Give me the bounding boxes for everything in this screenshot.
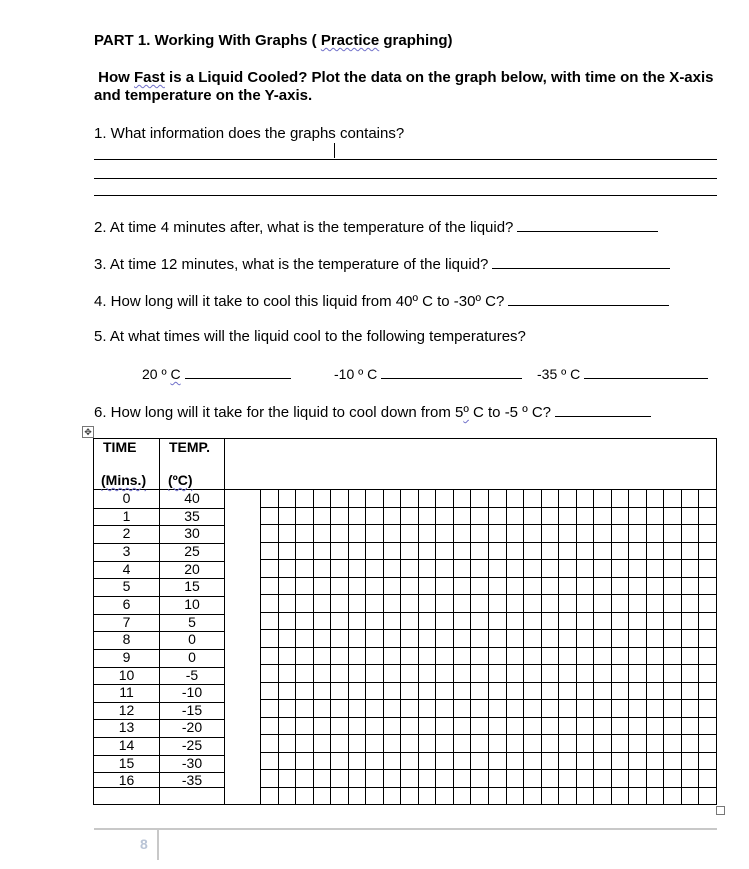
temp-item-20: 20 º C: [142, 364, 291, 382]
instructions: How Fast is a Liquid Cooled? Plot the data on the graph below, with time on the X-axis and temperature on the Y-axis.: [94, 69, 714, 104]
temp-cell: -15: [181, 701, 203, 718]
temp-cell: -10: [181, 684, 203, 701]
temp-cell: 5: [188, 613, 196, 630]
temp-cell: -30: [181, 754, 203, 771]
footer-divider: [94, 828, 717, 830]
time-cell: 16: [118, 772, 135, 789]
temp-cell: 0: [188, 631, 196, 648]
time-units: (Mins.): [101, 472, 147, 488]
page-title: PART 1. Working With Graphs ( Practice graphing): [94, 32, 453, 49]
question-4: 4. How long will it take to cool this liquid from 40º C to -30º C?: [94, 291, 669, 310]
question-5: 5. At what times will the liquid cool to the following temperatures?: [94, 328, 526, 345]
time-cell: 14: [118, 737, 135, 754]
temp-cell: 15: [184, 578, 200, 595]
temp-cell: 35: [184, 507, 200, 524]
question-2: 2. At time 4 minutes after, what is the temperature of the liquid?: [94, 217, 658, 236]
page-number: 8: [140, 836, 148, 852]
temp-cell: 20: [184, 560, 200, 577]
resize-handle-icon[interactable]: [716, 806, 725, 815]
time-cell: 6: [122, 595, 131, 612]
footer-bar: [157, 830, 159, 860]
temp-cell: -20: [181, 719, 203, 736]
time-cell: 10: [118, 666, 135, 683]
temp-cell: 0: [188, 648, 196, 665]
temp-cell: 40: [184, 490, 200, 506]
temp-cell: -5: [185, 666, 199, 683]
time-cell: 12: [118, 701, 135, 718]
question-1: 1. What information does the graphs contains?: [94, 125, 405, 142]
time-cell: 7: [122, 613, 131, 630]
temp-cell: -35: [181, 772, 203, 789]
time-cell: 1: [122, 507, 131, 524]
time-cell: 0: [122, 490, 131, 506]
time-cell: 5: [122, 578, 131, 595]
time-cell: 9: [122, 648, 131, 665]
time-cell: 15: [118, 754, 135, 771]
temp-cell: 30: [184, 525, 200, 542]
question-3: 3. At time 12 minutes, what is the temperature of the liquid?: [94, 254, 670, 273]
time-cell: 11: [119, 684, 134, 701]
time-header: TIME: [103, 439, 137, 455]
time-cell: 8: [122, 631, 131, 648]
temp-item-minus35: -35 º C: [537, 364, 708, 382]
temp-header: TEMP.: [169, 439, 210, 455]
move-handle-icon[interactable]: ✥: [82, 426, 94, 438]
time-cell: 13: [118, 719, 135, 736]
temp-cell: -25: [181, 737, 203, 754]
question-6: 6. How long will it take for the liquid to cool down from 5º C to -5 º C?: [94, 402, 651, 421]
temp-units: (ºC): [168, 472, 193, 488]
temp-cell: 10: [184, 595, 200, 612]
temp-item-minus10: -10 º C: [334, 364, 522, 382]
time-cell: 3: [122, 542, 131, 559]
temp-cell: 25: [184, 542, 200, 559]
time-cell: 4: [122, 560, 131, 577]
time-cell: 2: [122, 525, 131, 542]
